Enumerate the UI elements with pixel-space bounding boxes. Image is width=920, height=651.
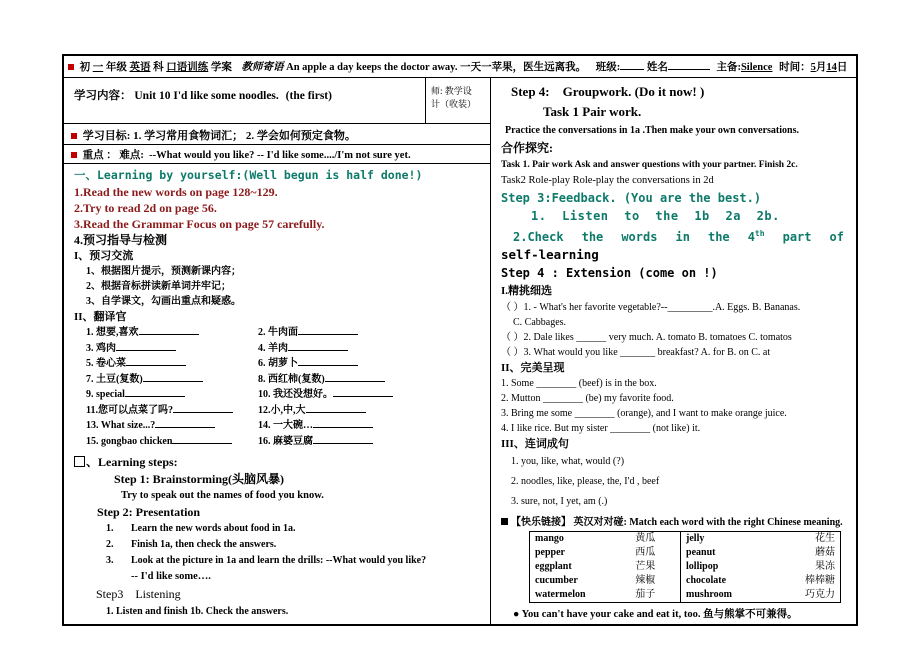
step2-item (74, 537, 484, 553)
teacher-note-cell (426, 78, 490, 123)
fill-in-item: 2. Mutton ________ (be) my favorite food. (501, 393, 674, 404)
blank-line (325, 373, 385, 382)
unit-subtitle: (the first) (285, 90, 332, 102)
motto-chinese: 一天一苹果，医生远离我。 (460, 62, 587, 73)
vocab-word: lollipop (681, 560, 774, 574)
translate-text: 2. 牛肉面 (258, 327, 298, 338)
blank-line (155, 419, 215, 428)
red-square-marker (68, 64, 74, 70)
practice-instruction: Practice the conversations in 1a .Then make your own conversations. (505, 125, 799, 136)
translate-row (74, 341, 484, 357)
key-points-row (64, 145, 490, 164)
blank-line (125, 388, 185, 397)
step3-label: Step3 (96, 587, 124, 601)
translate-item (86, 434, 258, 450)
blank-line (126, 357, 186, 366)
item-text: Learn the new words about food in 1a. (131, 523, 296, 534)
plan-label: 学案 (210, 62, 232, 73)
step3-heading (74, 584, 484, 604)
red-square-marker (71, 152, 77, 158)
step1-label: Step 1: (114, 472, 150, 486)
vocab-word: jelly (681, 532, 774, 547)
study-content-label: 学习内容： (74, 90, 132, 102)
translate-item (86, 403, 258, 419)
name-blank-line (668, 60, 710, 70)
red-square-marker (71, 133, 77, 139)
translate-item (258, 341, 484, 357)
box-glyph (74, 456, 85, 467)
time-day-char: 日 (836, 62, 848, 73)
translate-item (258, 418, 484, 434)
translate-text: 10. 我还没想好。 (258, 389, 333, 400)
teacher-note-line1: 师: 教学设 (431, 86, 472, 96)
blank-line (313, 419, 373, 428)
translate-text: 14. 一大碗… (258, 420, 313, 431)
step2-item (74, 553, 484, 569)
blank-line (298, 326, 358, 335)
feedback-item-2-post: part of (782, 230, 844, 244)
grade-suffix: 年级 (105, 62, 127, 73)
translate-row (74, 387, 484, 403)
worksheet-table (62, 54, 858, 626)
fill-in-item: 1. Some ________ (beef) is in the box. (501, 378, 657, 389)
vocab-meaning: 果冻 (815, 561, 835, 572)
fill-in-item: 3. Bring me some ________ (orange), and I want to make orange juice. (501, 408, 787, 419)
translate-item (86, 356, 258, 372)
vocab-meaning: 黄瓜 (635, 533, 656, 544)
step1-subtext: Try to speak out the names of food you know. (121, 490, 324, 501)
feedback-title: Step 3:Feedback. (You are the best.) (501, 191, 762, 205)
feedback-item-2 (501, 225, 848, 246)
bullet-icon: ● (513, 609, 520, 620)
translate-row (74, 325, 484, 341)
vocab-match-table (529, 531, 841, 603)
keypoints-text: --What would you like? -- I'd like some..../I'm not sure yet. (149, 150, 411, 161)
vocab-row (530, 546, 841, 560)
step2-text: Presentation (135, 505, 201, 519)
self-learning-task: 3.Read the Grammar Focus on page 57 carefully. (74, 217, 325, 231)
step2-label: Step 2: (97, 505, 133, 519)
vocab-word: eggplant (535, 561, 572, 572)
translate-item (258, 434, 484, 450)
item-number: 1. (106, 523, 114, 534)
item-number: 3. (106, 555, 114, 566)
mc-question: （ ）3. What would you like _______ breakfast? A. for B. on C. at (501, 347, 771, 358)
step1-heading (74, 471, 484, 488)
happy-link-label: 【快乐链接】 (511, 517, 571, 528)
vocab-word: mushroom (681, 588, 774, 603)
preparer-value: Silence (740, 62, 773, 73)
task2-line: Task2 Role-play Role-play the conversations in 2d (501, 175, 714, 186)
preview-exchange-title: I、预习交流 (74, 250, 134, 262)
vocab-meaning: 花生 (815, 533, 835, 544)
learning-steps-title (74, 453, 484, 471)
self-learning-task: 1.Read the new words on page 128~129. (74, 185, 278, 199)
goals-text: 1. 学习常用食物词汇； 2. 学会如何预定食物。 (133, 130, 356, 142)
task1-heading: Task 1 Pair work. (543, 104, 642, 119)
translate-item (86, 387, 258, 403)
worksheet-body (64, 78, 856, 624)
subject-value: 英语 (129, 62, 151, 73)
vocab-meaning: 巧克力 (805, 589, 835, 600)
left-content (64, 164, 490, 624)
course-type: 口语训练 (166, 62, 209, 73)
motto-english: An apple a day keeps the doctor away. (286, 62, 458, 73)
blank-line (173, 404, 233, 413)
translate-text: 11.您可以点菜了吗? (86, 404, 173, 416)
black-square-marker (501, 518, 508, 525)
fill-in-title: II、完美呈现 (501, 362, 565, 374)
vocab-row (530, 532, 841, 547)
subject-suffix: 科 (153, 62, 164, 73)
vocab-meaning: 芒果 (635, 561, 656, 572)
translate-text: 13. What size...? (86, 420, 156, 431)
vocab-row (530, 574, 841, 588)
time-month-num: 5 (810, 62, 816, 73)
blank-line (306, 404, 366, 413)
goals-label: 学习目标: (82, 130, 131, 142)
ordinal-suffix: th (754, 229, 765, 238)
task1-line: Task 1. Pair work Ask and answer questions with your partner. Finish 2c. (501, 160, 798, 170)
item-text: Finish 1a, then check the answers. (131, 539, 277, 550)
translate-text: 7. 土豆(复数) (86, 373, 143, 385)
step1-text: Brainstorming(头脑风暴) (152, 472, 284, 486)
translate-item (86, 325, 258, 341)
translate-item (258, 372, 484, 388)
vocab-word: watermelon (535, 589, 586, 600)
translate-text: 3. 鸡肉 (86, 342, 116, 354)
study-content-cell (64, 78, 426, 123)
time-label: 时间： (779, 62, 811, 73)
preview-item: 1、根据图片提示，预测新课内容； (86, 266, 241, 277)
class-label: 班级: (595, 62, 621, 73)
vocab-meaning: 辣椒 (635, 575, 656, 586)
step2-heading (74, 504, 484, 521)
left-column (64, 78, 491, 624)
translate-item (258, 403, 484, 419)
blank-line (172, 435, 232, 444)
step2-item-continuation: -- I'd like some…. (131, 571, 211, 582)
translate-item (258, 387, 484, 403)
translate-text: 4. 羊肉 (258, 342, 288, 354)
study-goals-row (64, 124, 490, 145)
feedback-item-1: 1. Listen to the 1b 2a 2b. (531, 209, 780, 223)
self-learning-title: 一、Learning by yourself:(Well begun is half done!) (74, 168, 423, 182)
step3-item: 1. Listen and finish 1b. Check the answers. (106, 606, 289, 617)
vocab-meaning: 棒棒糖 (805, 575, 835, 586)
translate-text: 16. 麻婆豆腐 (258, 435, 313, 447)
vocab-word: cucumber (535, 575, 578, 586)
preview-check-title: 4.预习指导与检测 (74, 233, 168, 247)
reorder-item: 2. noodles, like, please, the, I'd , beef (511, 476, 660, 487)
blank-line (298, 357, 358, 366)
step2-item (74, 521, 484, 537)
motto-label: 教师寄语 (241, 62, 284, 73)
translate-item (258, 325, 484, 341)
translate-item (258, 356, 484, 372)
feedback-item-2-continuation: self-learning (501, 247, 599, 262)
item-text: Look at the picture in 1a and learn the drills: --What would you like? (131, 555, 427, 566)
header-row (64, 56, 856, 78)
extension-title: Step 4 : Extension (come on !) (501, 266, 718, 280)
step4-groupwork-title (501, 82, 848, 102)
vocab-word: chocolate (681, 574, 774, 588)
proverb-text: You can't have your cake and eat it, too. 鱼与熊掌不可兼得。 (519, 609, 798, 620)
step4-text: Groupwork. (Do it now! ) (562, 84, 705, 99)
item-number: 2. (106, 539, 114, 550)
mc-question-continuation: C. Cabbages. (513, 317, 567, 328)
reorder-item: 3. sure, not, I yet, am (.) (511, 496, 608, 507)
learning-steps-label: 、Learning steps: (86, 455, 178, 469)
translate-text: 12.小,中,大 (258, 404, 306, 416)
translate-text: 6. 胡萝卜 (258, 358, 298, 369)
translate-row (74, 372, 484, 388)
translate-row (74, 434, 484, 450)
translate-row (74, 403, 484, 419)
teacher-note-line2: 计（收装） (431, 99, 477, 109)
preview-item: 2、根据音标拼读新单词并牢记； (86, 281, 231, 292)
blank-line (116, 342, 176, 351)
translate-row (74, 356, 484, 372)
translate-text: 15. gongbao chicken (86, 435, 173, 447)
name-label: 姓名 (646, 62, 668, 73)
vocab-word: pepper (535, 547, 565, 558)
translator-title: II、翻译官 (74, 311, 127, 323)
fill-in-item: 4. I like rice. But my sister ________ (not like) it. (501, 423, 701, 434)
keypoints-label: 重点 ： 难点: (82, 150, 144, 161)
multiple-choice-title: I.精挑细选 (501, 285, 553, 297)
step3-text: Listening (135, 587, 181, 601)
vocab-row (530, 560, 841, 574)
mc-question: （ ）2. Dale likes ______ very much. A. tomato B. tomatoes C. tomatos (501, 332, 792, 343)
reorder-title: III、连词成句 (501, 438, 569, 450)
vocab-meaning: 茄子 (635, 589, 656, 600)
vocab-meaning: 蘑菇 (815, 547, 835, 558)
blank-line (313, 435, 373, 444)
happy-link-title (501, 514, 848, 531)
class-blank-line (620, 60, 644, 70)
translate-item (86, 372, 258, 388)
preparer-label: 主备: (716, 62, 741, 73)
vocab-row (530, 588, 841, 603)
feedback-item-2-pre: 2.Check the words in the 4 (513, 230, 755, 244)
right-column (491, 78, 856, 624)
unit-title: Unit 10 I'd like some noodles. (134, 90, 279, 102)
blank-line (333, 388, 393, 397)
vocab-meaning: 西瓜 (635, 547, 656, 558)
happy-link-text: 英汉对对碰: Match each word with the right Chinese meaning. (573, 517, 843, 528)
time-month-char: 月 (815, 62, 827, 73)
translate-text: 5. 卷心菜 (86, 358, 126, 369)
cooperation-title: 合作探究: (501, 141, 553, 155)
self-learning-task: 2.Try to read 2d on page 56. (74, 201, 217, 215)
blank-line (288, 342, 348, 351)
translate-text: 8. 西红柿(复数) (258, 373, 325, 385)
grade-value: 一 (92, 62, 104, 73)
translate-text: 9. special (86, 389, 125, 400)
time-day-num: 14 (826, 62, 837, 73)
translate-item (86, 418, 258, 434)
proverb-line (501, 606, 848, 623)
vocab-word: peanut (681, 546, 774, 560)
translate-text: 1. 想要,喜欢 (86, 327, 139, 338)
translate-item (86, 341, 258, 357)
translate-row (74, 418, 484, 434)
grade-prefix: 初 (79, 62, 91, 73)
blank-line (139, 326, 199, 335)
study-content-row (64, 78, 490, 124)
blank-line (143, 373, 203, 382)
reorder-item: 1. you, like, what, would (?) (511, 456, 625, 467)
mc-question: （ ）1. - What's her favorite vegetable?--_________.A. Eggs. B. Bananas. (501, 302, 801, 313)
step4-label: Step 4: (511, 84, 550, 99)
preview-item: 3、自学课文，勾画出重点和疑惑。 (86, 296, 241, 307)
vocab-word: mango (535, 533, 564, 544)
